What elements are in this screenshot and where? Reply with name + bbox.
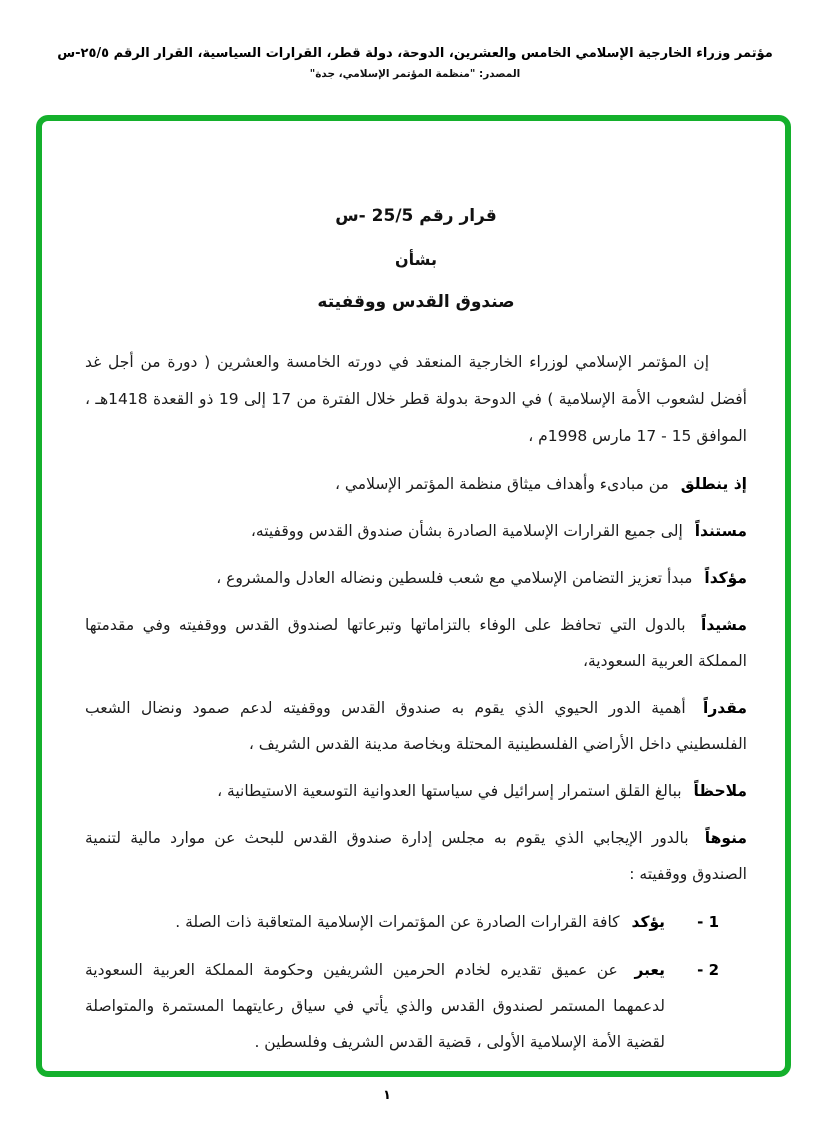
clause-text: من مبادىء وأهداف ميثاق منظمة المؤتمر الإسلامي ، (334, 475, 669, 493)
clause-text: إلى جميع القرارات الإسلامية الصادرة بشأن صندوق القدس ووقفيته، (250, 522, 683, 540)
preamble-clause (85, 690, 747, 762)
opening-paragraph: إن المؤتمر الإسلامي لوزراء الخارجية المنعقد في دورته الخامسة والعشرين ( دورة من أجل غد أفضل لشعوب الأمة الإسلامية ) في الدوحة بدولة قطر خلال الفترة من 17 إلى 19 ذو القعدة 1418هـ ، الموافق 15 - 17 مارس 1998م ، (85, 353, 747, 445)
clause-text: ببالغ القلق استمرار إسرائيل في سياستها العدوانية التوسعية الاستيطانية ، (217, 782, 682, 800)
resolution-subject-title: صندوق القدس ووقفيته (317, 292, 515, 312)
clause-text: مبدأ تعزيز التضامن الإسلامي مع شعب فلسطين ونضاله العادل والمشروع ، (216, 569, 693, 587)
clause-lead-word: مستنداً (694, 522, 747, 540)
document-source-header (0, 46, 830, 80)
clause-text: أهمية الدور الحيوي الذي يقوم به صندوق القدس ووقفيته لدعم صمود ونضال الشعب الفلسطيني داخل الأراضي الفلسطينية المحتلة وبخاصة مدينة القدس الشريف ، (85, 699, 747, 753)
operative-item (85, 904, 747, 940)
preamble-clause (85, 607, 747, 679)
item-lead-word: يؤكد (631, 913, 665, 931)
clause-text: بالدول التي تحافظ على الوفاء بالتزاماتها وتبرعاتها لصندوق القدس ووقفيته وفي مقدمتها المملكة العربية السعودية، (85, 616, 747, 670)
resolution-regarding-title: بشأن (395, 250, 437, 269)
clause-lead-word: مشيداً (701, 616, 747, 634)
operative-item (85, 952, 747, 1060)
item-lead-word: يعبر (634, 961, 665, 979)
preamble-clause (85, 466, 747, 502)
item-text: كافة القرارات الصادرة عن المؤتمرات الإسلامية المتعاقبة ذات الصلة . (175, 913, 620, 931)
document-content (42, 195, 785, 1060)
clause-text: بالدور الإيجابي الذي يقوم به مجلس إدارة صندوق القدس للبحث عن موارد مالية لتنمية الصندوق ووقفيته : (85, 829, 747, 883)
preamble-clause (85, 820, 747, 892)
resolution-title-block (85, 195, 747, 324)
header-source-line: المصدر: "منظمة المؤتمر الإسلامي، جدة" (309, 68, 521, 80)
header-conference-line: مؤتمر وزراء الخارجية الإسلامي الخامس والعشرين، الدوحة، دولة قطر، القرارات السياسية، القرار الرقم ٢٥/٥-س (57, 46, 773, 61)
preamble-clause (85, 513, 747, 549)
resolution-number-title: قرار رقم 25/5 -س (335, 206, 497, 226)
clause-lead-word: مؤكداً (704, 569, 747, 587)
preamble-clause (85, 773, 747, 809)
clause-lead-word: ملاحظاً (693, 782, 747, 800)
item-number: 1 - (697, 913, 719, 931)
document-border (36, 115, 791, 1077)
clause-lead-word: منوهاً (704, 829, 747, 847)
page-number: ١ (383, 1088, 391, 1103)
clause-lead-word: إذ ينطلق (680, 475, 747, 493)
item-text: عن عميق تقديره لخادم الحرمين الشريفين وحكومة المملكة العربية السعودية لدعمهما المستمر لصندوق القدس والذي يأتي في سياق رعايتهما المستمرة والمتواصلة لقضية الأمة الإسلامية الأولى ، قضية القدس الشريف وفلسطين . (85, 961, 665, 1051)
preamble-clause (85, 560, 747, 596)
clause-lead-word: مقدراً (703, 699, 747, 717)
item-number: 2 - (697, 961, 719, 979)
